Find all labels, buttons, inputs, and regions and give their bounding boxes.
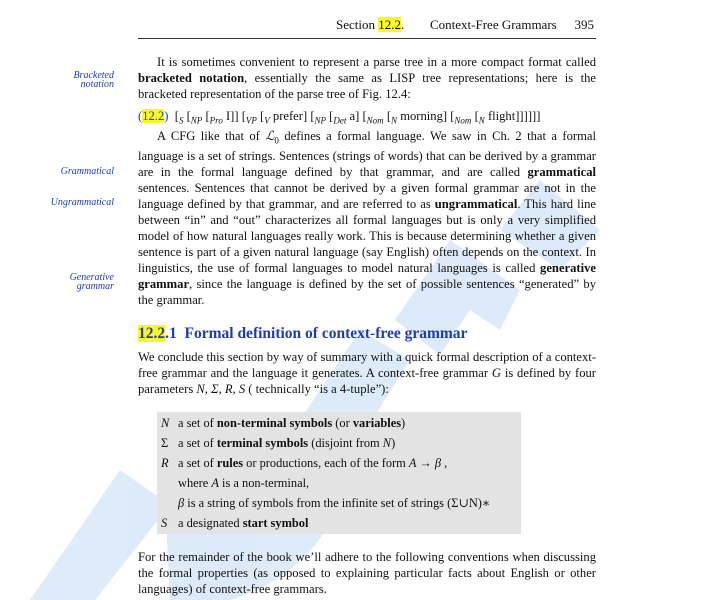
- running-header: [138, 14, 596, 39]
- search-highlight: 12.2: [138, 325, 166, 342]
- term-ungrammatical: ungrammatical: [434, 197, 518, 212]
- example-12-2: (12.2) [$_S$ [$_{NP}$ [$_{Pro}$ I]] [$_{VP}$ [$_V$ prefer] [$_{NP}$ [$_{Det}$ a] [$_{Nom}$ [$_N$ morning] [$_{Nom}$ [$_N$ flight]]]]]]: [138, 109, 541, 126]
- example-number: (12.2): [138, 109, 169, 123]
- definition-box: N a set of non-terminal symbols (or variables) Σ a set of terminal symbols (disjoint from N) R a set of rules or productions, each of the form A → β , where A is a non-terminal, β is a string of symbols from the infinite set of strings (Σ∪N)∗ S a designated start symbol: [157, 412, 521, 534]
- header-section: Section 12.2.: [336, 17, 405, 32]
- term-generative-grammar: generative grammar: [138, 260, 596, 291]
- page-number: 395: [574, 17, 594, 32]
- term-bracketed-notation: bracketed notation: [138, 70, 245, 85]
- margin-note-bracketed: Bracketed notation: [73, 70, 114, 90]
- search-highlight: 12.2: [378, 17, 401, 32]
- l0-symbol: ℒ: [265, 129, 275, 143]
- paragraph-conventions: For the remainder of the book we’ll adhere to the following conventions when discussing the formal properties (as opposed to explaining particular facts about English or other languages) of context-free grammars.: [138, 550, 596, 596]
- term-grammatical: grammatical: [527, 165, 596, 180]
- paragraph-formal-definition: We conclude this section by way of summary with a quick formal description of a context-free grammar and the language it generates. A context-free grammar G is defined by four parameters N, Σ, R, S ( technically “is a 4-tuple”):: [138, 350, 596, 396]
- margin-note-ungrammatical: Ungrammatical: [50, 197, 114, 208]
- paragraph-bracketed: It is sometimes convenient to represent a parse tree in a more compact format called bracketed notation, essentially the same as LISP tree representations; here is the bracketed representation of the parse tree of Fig. 12.4:: [138, 55, 596, 101]
- paragraph-cfg-language: A CFG like that of ℒ$_0$ defines a formal language. We saw in Ch. 2 that a formal language is a set of strings. Sentences (strings of words) that can be derived by a grammar are in the formal language defined by that grammar, and are called grammatical sentences. Sentences that cannot be derived by a given formal grammar are not in the language defined by that grammar, and are referred to as ungrammatical. This hard line between “in” and “out” characterizes all formal languages but is only a very simplified model of how natural languages really work. This is because determining whether a given sentence is part of a given natural language (say English) often depends on the context. In linguistics, the use of formal languages to model natural languages is called generative grammar, since the language is defined by the set of possible sentences “generated” by the grammar.: [138, 129, 596, 307]
- margin-note-generative: Generative grammar: [69, 272, 114, 292]
- subsection-heading: 12.2.1 Formal definition of context-free grammar: [138, 325, 468, 342]
- header-title: Context-Free Grammars: [430, 17, 557, 32]
- margin-note-grammatical: Grammatical: [60, 166, 114, 177]
